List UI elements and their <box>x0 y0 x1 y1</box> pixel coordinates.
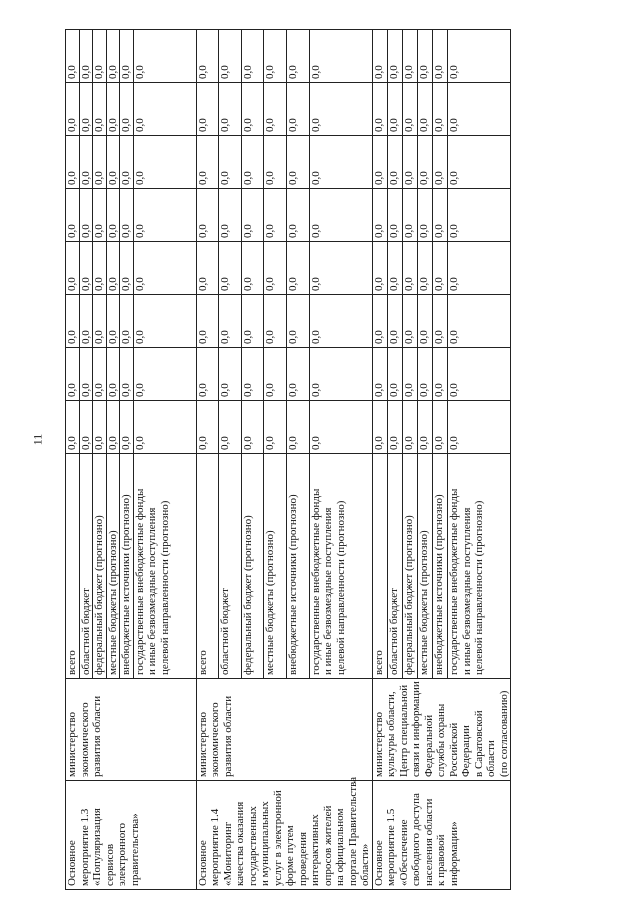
activity-line: свободного доступа <box>410 793 422 886</box>
activity-line: проведения <box>296 831 309 886</box>
value-cell: 0,0 <box>79 30 93 83</box>
value-cell: 0,0 <box>219 189 242 242</box>
source-cell: местные бюджеты (прогнозно) <box>417 454 432 679</box>
value-cell: 0,0 <box>196 295 219 348</box>
source-cell <box>448 454 511 679</box>
activity-line: «Мониторинг <box>221 821 234 886</box>
value-cell: 0,0 <box>402 348 417 401</box>
value-cell: 0,0 <box>372 136 387 189</box>
source-cell: внебюджетные источники (прогнозно) <box>286 454 309 679</box>
value-cell: 0,0 <box>133 136 196 189</box>
value-cell: 0,0 <box>66 348 80 401</box>
value-cell: 0,0 <box>133 242 196 295</box>
funding-table <box>65 29 511 890</box>
value-cell: 0,0 <box>79 401 93 454</box>
value-cell: 0,0 <box>264 30 287 83</box>
source-line: целевой направленности (прогнозно) <box>158 500 171 675</box>
value-cell: 0,0 <box>432 189 447 242</box>
source-cell <box>133 454 196 679</box>
value-cell: 0,0 <box>264 136 287 189</box>
activity-line: Основное <box>196 840 209 886</box>
source-line: государственные внебюджетные фонды <box>309 488 322 675</box>
activity-line: мероприятие 1.4 <box>209 808 221 886</box>
value-cell: 0,0 <box>106 136 120 189</box>
value-cell: 0,0 <box>286 242 309 295</box>
value-cell: 0,0 <box>66 401 80 454</box>
value-cell: 0,0 <box>387 242 402 295</box>
activity-cell <box>372 781 511 890</box>
value-cell: 0,0 <box>448 401 511 454</box>
activity-line: правительства» <box>128 813 141 886</box>
rotated-table-wrapper <box>65 34 605 890</box>
value-cell: 0,0 <box>417 242 432 295</box>
source-cell: федеральный бюджет (прогнозно) <box>93 454 107 679</box>
value-cell: 0,0 <box>372 295 387 348</box>
value-cell: 0,0 <box>133 189 196 242</box>
value-cell: 0,0 <box>196 30 219 83</box>
value-cell: 0,0 <box>417 348 432 401</box>
value-cell: 0,0 <box>66 189 80 242</box>
value-cell: 0,0 <box>387 401 402 454</box>
value-cell: 0,0 <box>106 189 120 242</box>
activity-line: «Популяризация <box>91 808 103 886</box>
value-cell: 0,0 <box>417 295 432 348</box>
value-cell: 0,0 <box>264 242 287 295</box>
value-cell: 0,0 <box>432 242 447 295</box>
value-cell: 0,0 <box>286 83 309 136</box>
executor-line: Федерации <box>460 725 472 777</box>
activity-line: населения области <box>422 798 435 886</box>
source-cell: областной бюджет <box>79 454 93 679</box>
activity-line: Основное <box>66 840 78 886</box>
value-cell: 0,0 <box>432 83 447 136</box>
source-line: и иные безвозмездные поступления <box>146 507 158 675</box>
activity-line: и муниципальных <box>259 801 271 886</box>
value-cell: 0,0 <box>241 242 264 295</box>
value-cell: 0,0 <box>133 295 196 348</box>
value-cell: 0,0 <box>402 189 417 242</box>
page-number: 11 <box>30 433 45 446</box>
value-cell: 0,0 <box>106 401 120 454</box>
value-cell: 0,0 <box>106 348 120 401</box>
value-cell: 0,0 <box>219 295 242 348</box>
value-cell: 0,0 <box>432 348 447 401</box>
activity-cell <box>196 776 372 890</box>
activity-line: информации» <box>447 821 460 886</box>
value-cell: 0,0 <box>417 83 432 136</box>
value-cell: 0,0 <box>309 295 372 348</box>
activity-line: области» <box>359 843 371 886</box>
value-cell: 0,0 <box>93 83 107 136</box>
activity-line: «Обеспечение <box>397 819 410 886</box>
value-cell: 0,0 <box>219 401 242 454</box>
value-cell: 0,0 <box>120 401 134 454</box>
value-cell: 0,0 <box>93 136 107 189</box>
activity-line: государственных <box>246 806 259 886</box>
value-cell: 0,0 <box>219 136 242 189</box>
value-cell: 0,0 <box>417 30 432 83</box>
value-cell: 0,0 <box>432 295 447 348</box>
value-cell: 0,0 <box>120 30 134 83</box>
value-cell: 0,0 <box>387 348 402 401</box>
activity-line: форме путем <box>284 825 296 886</box>
value-cell: 0,0 <box>309 30 372 83</box>
executor-line: Центр специальной <box>397 684 410 777</box>
value-cell: 0,0 <box>196 189 219 242</box>
value-cell: 0,0 <box>93 242 107 295</box>
source-line: государственные внебюджетные фонды <box>448 488 460 675</box>
value-cell: 0,0 <box>219 83 242 136</box>
value-cell: 0,0 <box>402 242 417 295</box>
value-cell: 0,0 <box>387 295 402 348</box>
value-cell: 0,0 <box>241 83 264 136</box>
value-cell: 0,0 <box>372 30 387 83</box>
value-cell: 0,0 <box>432 136 447 189</box>
executor-cell <box>372 679 511 781</box>
activity-line: сервисов <box>103 843 116 886</box>
executor-line: развития области <box>91 695 103 777</box>
value-cell: 0,0 <box>387 136 402 189</box>
activity-cell <box>66 781 197 890</box>
value-cell: 0,0 <box>286 348 309 401</box>
value-cell: 0,0 <box>402 401 417 454</box>
value-cell: 0,0 <box>196 242 219 295</box>
value-cell: 0,0 <box>432 30 447 83</box>
source-cell: всего <box>196 454 219 679</box>
executor-line: экономического <box>209 702 221 777</box>
value-cell: 0,0 <box>448 348 511 401</box>
executor-line: культуры области, <box>385 691 397 777</box>
table-row <box>66 30 80 890</box>
value-cell: 0,0 <box>387 189 402 242</box>
executor-line: Российской <box>447 722 460 777</box>
value-cell: 0,0 <box>93 30 107 83</box>
value-cell: 0,0 <box>264 348 287 401</box>
source-line: и иные безвозмездные поступления <box>322 507 334 675</box>
value-cell: 0,0 <box>133 401 196 454</box>
source-line: целевой направленности (прогнозно) <box>473 500 485 675</box>
value-cell: 0,0 <box>66 136 80 189</box>
value-cell: 0,0 <box>264 295 287 348</box>
executor-line: министерство <box>196 711 209 777</box>
value-cell: 0,0 <box>402 136 417 189</box>
executor-line: экономического <box>78 702 91 777</box>
executor-line: министерство <box>372 711 385 777</box>
table-row <box>196 30 219 890</box>
source-cell: внебюджетные источники (прогнозно) <box>120 454 134 679</box>
value-cell: 0,0 <box>196 348 219 401</box>
value-cell: 0,0 <box>286 295 309 348</box>
value-cell: 0,0 <box>66 295 80 348</box>
value-cell: 0,0 <box>120 295 134 348</box>
executor-cell <box>196 679 372 781</box>
value-cell: 0,0 <box>120 136 134 189</box>
value-cell: 0,0 <box>309 136 372 189</box>
value-cell: 0,0 <box>219 242 242 295</box>
value-cell: 0,0 <box>79 136 93 189</box>
activity-line: качества оказания <box>234 801 246 886</box>
value-cell: 0,0 <box>286 189 309 242</box>
value-cell: 0,0 <box>66 30 80 83</box>
value-cell: 0,0 <box>241 295 264 348</box>
activity-line: Основное <box>372 840 385 886</box>
value-cell: 0,0 <box>79 242 93 295</box>
executor-line: в Саратовской <box>472 710 485 777</box>
value-cell: 0,0 <box>196 401 219 454</box>
value-cell: 0,0 <box>402 30 417 83</box>
executor-line: министерство <box>66 711 78 777</box>
value-cell: 0,0 <box>448 30 511 83</box>
value-cell: 0,0 <box>432 401 447 454</box>
value-cell: 0,0 <box>93 348 107 401</box>
value-cell: 0,0 <box>372 189 387 242</box>
value-cell: 0,0 <box>309 348 372 401</box>
value-cell: 0,0 <box>448 83 511 136</box>
value-cell: 0,0 <box>372 83 387 136</box>
value-cell: 0,0 <box>448 295 511 348</box>
activity-line: электронного <box>116 822 128 886</box>
value-cell: 0,0 <box>417 401 432 454</box>
executor-line: (по согласованию) <box>497 690 510 777</box>
value-cell: 0,0 <box>286 136 309 189</box>
table-row <box>372 30 387 890</box>
executor-line: развития области <box>221 695 234 777</box>
value-cell: 0,0 <box>120 242 134 295</box>
value-cell: 0,0 <box>264 401 287 454</box>
source-cell: федеральный бюджет (прогнозно) <box>241 454 264 679</box>
value-cell: 0,0 <box>66 242 80 295</box>
activity-line: портале Правительства <box>346 776 359 886</box>
value-cell: 0,0 <box>79 295 93 348</box>
activity-line: услуг в электронной <box>271 790 284 886</box>
value-cell: 0,0 <box>417 136 432 189</box>
value-cell: 0,0 <box>402 83 417 136</box>
value-cell: 0,0 <box>241 401 264 454</box>
executor-line: службы охраны <box>435 703 447 777</box>
value-cell: 0,0 <box>417 189 432 242</box>
value-cell: 0,0 <box>372 348 387 401</box>
value-cell: 0,0 <box>387 83 402 136</box>
value-cell: 0,0 <box>241 30 264 83</box>
source-cell: областной бюджет <box>387 454 402 679</box>
value-cell: 0,0 <box>309 242 372 295</box>
activity-line: мероприятие 1.5 <box>385 808 397 886</box>
source-cell: всего <box>66 454 80 679</box>
activity-line: на официальном <box>334 808 346 886</box>
value-cell: 0,0 <box>196 83 219 136</box>
value-cell: 0,0 <box>106 30 120 83</box>
value-cell: 0,0 <box>120 83 134 136</box>
value-cell: 0,0 <box>448 242 511 295</box>
value-cell: 0,0 <box>79 189 93 242</box>
executor-line: связи и информации <box>410 681 422 777</box>
source-cell <box>309 454 372 679</box>
value-cell: 0,0 <box>309 189 372 242</box>
value-cell: 0,0 <box>93 401 107 454</box>
value-cell: 0,0 <box>106 242 120 295</box>
activity-line: интерактивных <box>309 814 321 886</box>
source-cell: всего <box>372 454 387 679</box>
value-cell: 0,0 <box>133 348 196 401</box>
value-cell: 0,0 <box>309 401 372 454</box>
value-cell: 0,0 <box>372 401 387 454</box>
value-cell: 0,0 <box>286 30 309 83</box>
value-cell: 0,0 <box>133 83 196 136</box>
source-cell: местные бюджеты (прогнозно) <box>264 454 287 679</box>
source-cell: федеральный бюджет (прогнозно) <box>402 454 417 679</box>
value-cell: 0,0 <box>402 295 417 348</box>
value-cell: 0,0 <box>93 189 107 242</box>
value-cell: 0,0 <box>372 242 387 295</box>
executor-cell <box>66 679 197 781</box>
value-cell: 0,0 <box>133 30 196 83</box>
value-cell: 0,0 <box>387 30 402 83</box>
value-cell: 0,0 <box>219 348 242 401</box>
value-cell: 0,0 <box>106 83 120 136</box>
value-cell: 0,0 <box>120 189 134 242</box>
value-cell: 0,0 <box>93 295 107 348</box>
source-cell: внебюджетные источники (прогнозно) <box>432 454 447 679</box>
value-cell: 0,0 <box>120 348 134 401</box>
value-cell: 0,0 <box>79 83 93 136</box>
value-cell: 0,0 <box>309 83 372 136</box>
value-cell: 0,0 <box>241 189 264 242</box>
value-cell: 0,0 <box>219 30 242 83</box>
value-cell: 0,0 <box>79 348 93 401</box>
executor-line: области <box>485 740 497 777</box>
value-cell: 0,0 <box>264 189 287 242</box>
value-cell: 0,0 <box>106 295 120 348</box>
source-line: и иные безвозмездные поступления <box>460 507 473 675</box>
value-cell: 0,0 <box>264 83 287 136</box>
value-cell: 0,0 <box>196 136 219 189</box>
value-cell: 0,0 <box>286 401 309 454</box>
activity-line: мероприятие 1.3 <box>78 808 91 886</box>
value-cell: 0,0 <box>448 189 511 242</box>
activity-line: опросов жителей <box>321 805 334 886</box>
source-cell: областной бюджет <box>219 454 242 679</box>
source-line: целевой направленности (прогнозно) <box>334 500 347 675</box>
value-cell: 0,0 <box>241 136 264 189</box>
value-cell: 0,0 <box>448 136 511 189</box>
value-cell: 0,0 <box>66 83 80 136</box>
source-line: государственные внебюджетные фонды <box>133 488 146 675</box>
activity-line: к правовой <box>435 834 447 886</box>
executor-line: Федеральной <box>422 714 435 777</box>
value-cell: 0,0 <box>241 348 264 401</box>
source-cell: местные бюджеты (прогнозно) <box>106 454 120 679</box>
